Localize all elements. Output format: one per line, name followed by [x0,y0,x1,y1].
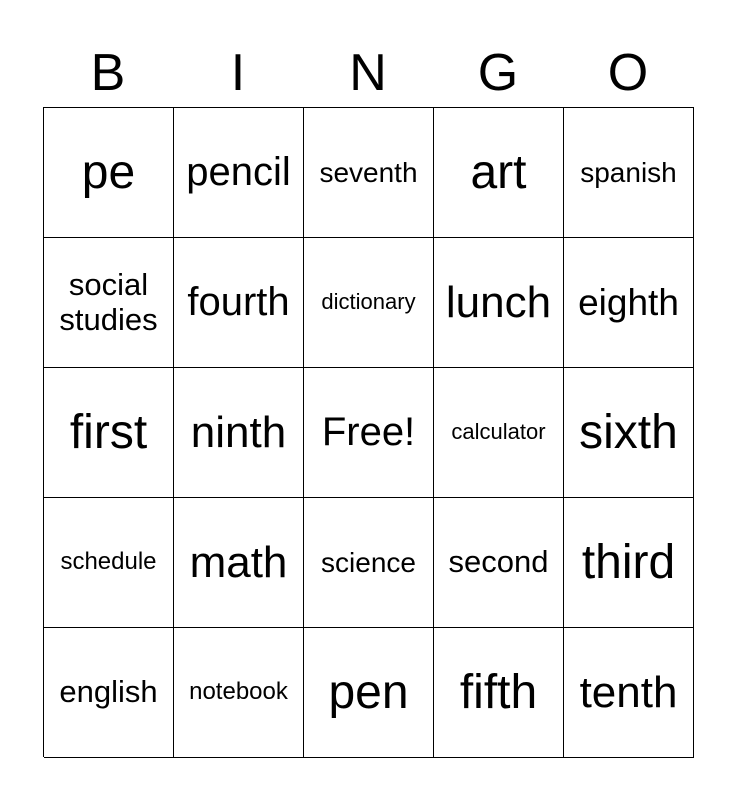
header-letter-i: I [230,44,246,102]
bingo-cell: tenth [564,628,694,758]
bingo-cell: lunch [434,238,564,368]
bingo-cell: third [564,498,694,628]
bingo-cell: Free! [304,368,434,498]
bingo-cell: math [174,498,304,628]
bingo-cell: spanish [564,108,694,238]
header-letter-g: G [477,44,519,102]
header-letter-b: B [90,44,126,102]
bingo-cell: first [44,368,174,498]
bingo-cell: art [434,108,564,238]
bingo-cell: pe [44,108,174,238]
bingo-cell: sixth [564,368,694,498]
bingo-cell: notebook [174,628,304,758]
bingo-cell: schedule [44,498,174,628]
bingo-cell: fourth [174,238,304,368]
bingo-cell: pen [304,628,434,758]
bingo-cell: fifth [434,628,564,758]
bingo-cell: pencil [174,108,304,238]
bingo-cell: english [44,628,174,758]
bingo-cell: social studies [44,238,174,368]
bingo-cell: calculator [434,368,564,498]
bingo-cell: dictionary [304,238,434,368]
bingo-cell: eighth [564,238,694,368]
bingo-cell: science [304,498,434,628]
bingo-cell: second [434,498,564,628]
header-letter-n: N [349,44,387,102]
bingo-board [43,107,694,757]
bingo-cell: seventh [304,108,434,238]
bingo-cell: ninth [174,368,304,498]
bingo-header [43,40,693,106]
header-letter-o: O [607,44,649,102]
